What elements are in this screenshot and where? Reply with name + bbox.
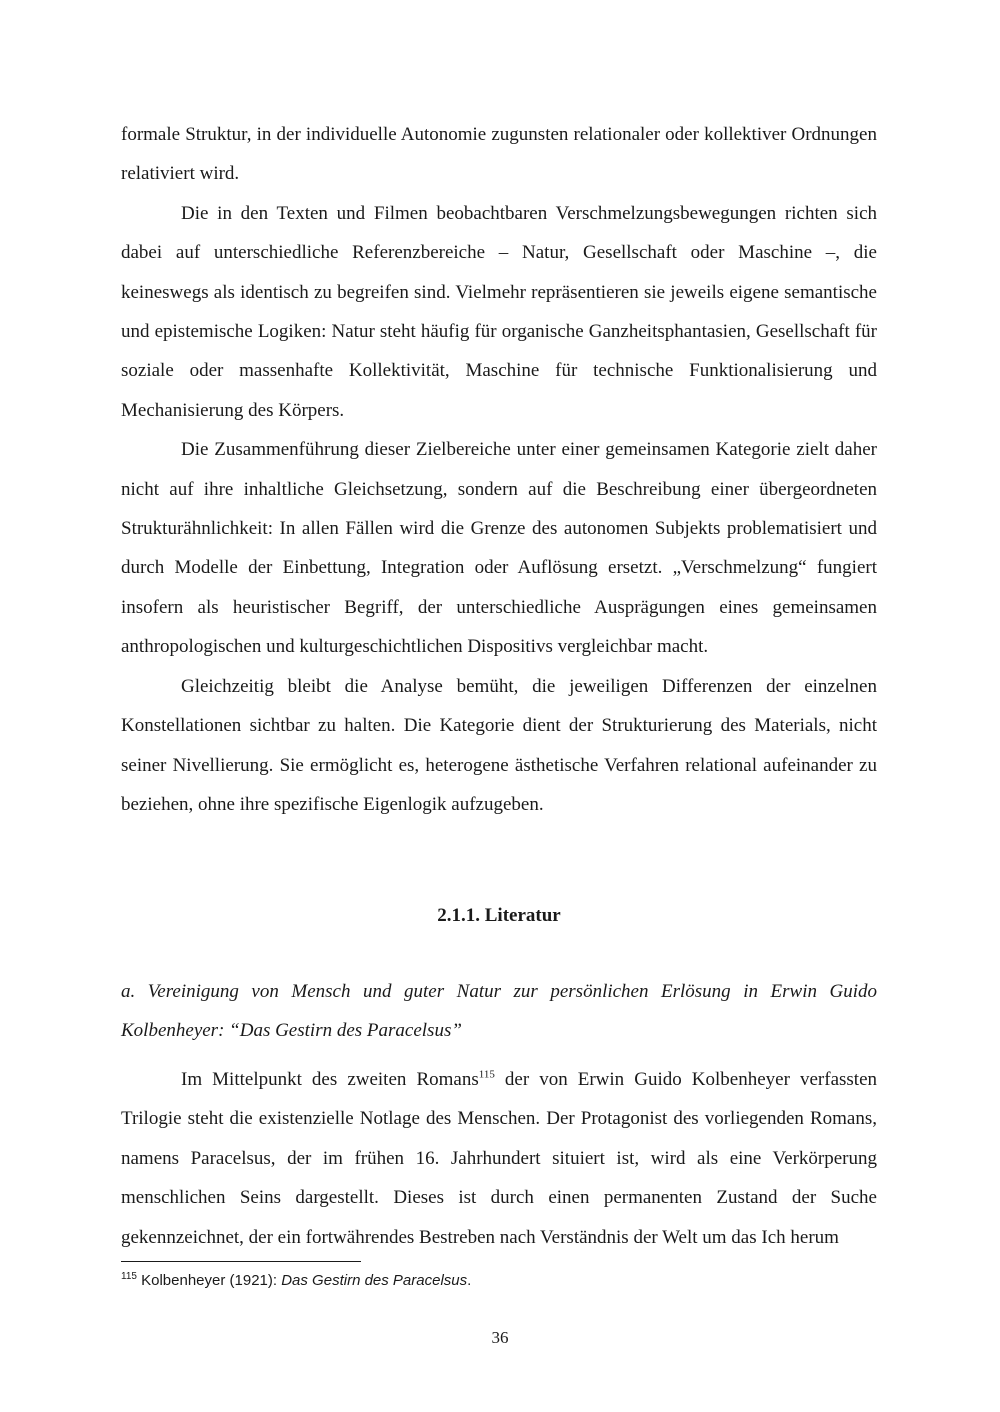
- body-text: [121, 115, 877, 824]
- footnote-number: 115: [121, 1271, 137, 1282]
- footnote-title: Das Gestirn des Paracelsus: [281, 1272, 468, 1289]
- section-text: [121, 1060, 877, 1257]
- paragraph-structural-similarity: Die Zusammenführung dieser Zielbereiche unter einer gemeinsamen Kategorie zielt daher nicht auf ihre inhaltliche Gleichsetzung, sondern auf die Beschreibung einer übergeordneten Strukturähnlichkeit: In allen Fällen wird die Grenze des autonomen Subjekts problematisiert und durch Modelle der Einbettung, Integration oder Auflösung ersetzt. „Verschmelzung“ fungiert insofern als heuristischer Begriff, der unterschiedliche Ausprägungen eines gemeinsamen anthropologischen und kulturgeschichtlichen Dispositivs vergleichbar macht.: [121, 439, 877, 658]
- paragraph-text-start: Im Mittelpunkt des zweiten Romans: [181, 1069, 479, 1090]
- footnote-separator: [121, 1261, 361, 1262]
- paragraph-continuation: formale Struktur, in der individuelle Autonomie zugunsten relationaler oder kollektiver Ordnungen relativiert wird.: [121, 124, 877, 185]
- paragraph-reference-areas: Die in den Texten und Filmen beobachtbaren Verschmelzungsbewegungen richten sich dabei auf unterschiedliche Referenzbereiche – Natur, Gesellschaft oder Maschine –, die keineswegs als identisch zu begreifen sind. Vielmehr repräsentieren sie jeweils eigene semantische und epistemische Logiken: Natur steht häufig für organische Ganzheitsphantasien, Gesellschaft für soziale oder massenhafte Kollektivität, Maschine für technische Funktionalisierung und Mechanisierung des Körpers.: [121, 202, 877, 421]
- paragraph-text-rest: der von Erwin Guido Kolbenheyer verfassten Trilogie steht die existenzielle Notlage des Menschen. Der Protagonist des vorliegenden Romans, namens Paracelsus, der im frühen 16. Jahrhundert situiert ist, wird als eine Verkörperung menschlichen Seins dargestellt. Dieses ist durch einen permanenten Zustand der Suche gekennzeichnet, der ein fortwährendes Bestreben nach Verständnis der Welt um das Ich herum: [121, 1069, 877, 1248]
- footnote-end: .: [467, 1272, 472, 1289]
- page-number: 36: [491, 1328, 509, 1347]
- footnote: [121, 1270, 877, 1292]
- paragraph-differences: Gleichzeitig bleibt die Analyse bemüht, die jeweiligen Differenzen der einzelnen Konstellationen sichtbar zu halten. Die Kategorie dient der Strukturierung des Materials, nicht seiner Nivellierung. Sie ermöglicht es, heterogene ästhetische Verfahren relational aufeinander zu beziehen, ohne ihre spezifische Eigenlogik aufzugeben.: [121, 675, 877, 815]
- subsection-heading: a. Vereinigung von Mensch und guter Natur zur persönlichen Erlösung in Erwin Guido Kolbenheyer: “Das Gestirn des Paracelsus”: [121, 981, 877, 1041]
- section-heading: 2.1.1. Literatur: [437, 905, 561, 926]
- paragraph-paracelsus: [121, 1060, 877, 1257]
- footnote-author-year: Kolbenheyer (1921):: [136, 1272, 282, 1289]
- footnote-reference[interactable]: 115: [478, 1068, 495, 1081]
